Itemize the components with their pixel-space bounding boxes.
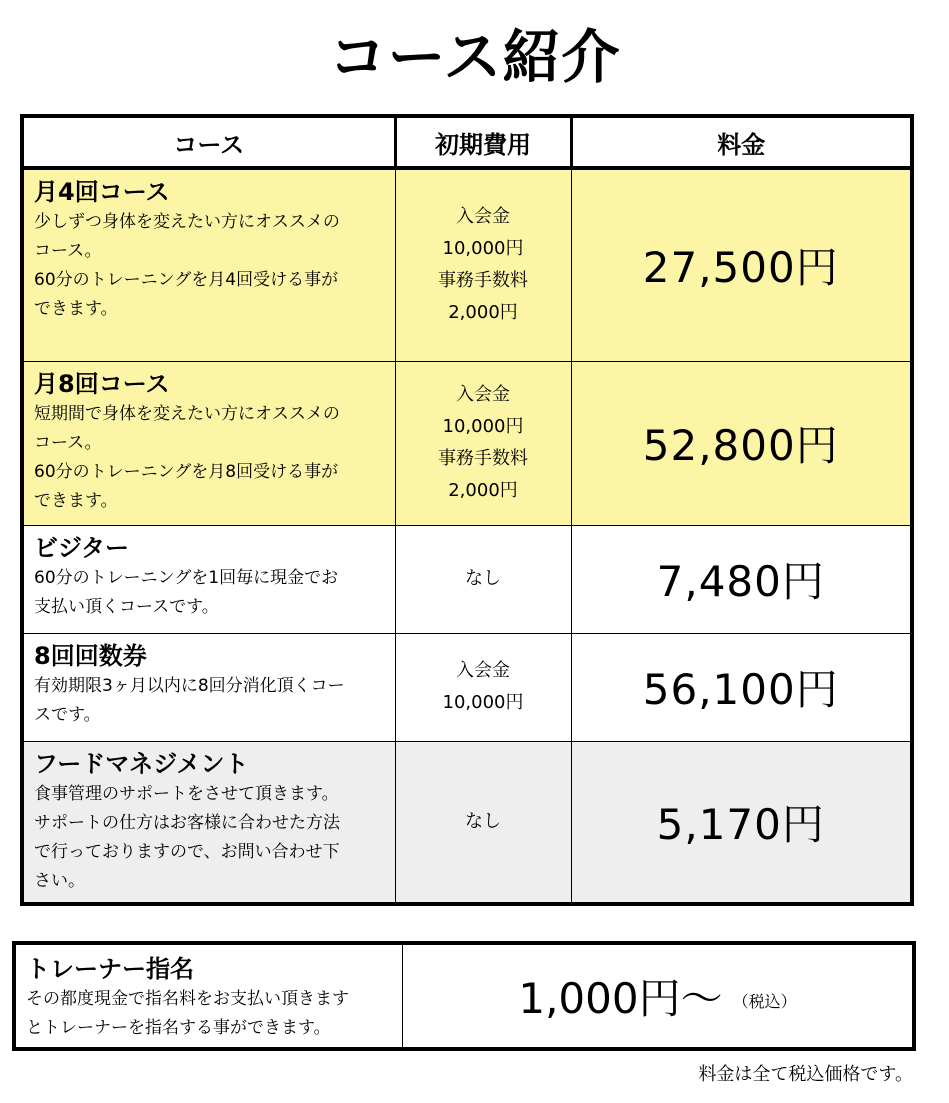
price-cell: 27,500円 [571,168,912,361]
course-description: 食事管理のサポートをさせて頂きます。 サポートの仕方はお客様に合わせた方法 で行っておりますので、お問い合わせ下 さい。 [34,783,340,891]
course-cell [22,168,395,361]
header-initial-fee: 初期費用 [395,116,571,168]
course-cell [22,633,395,741]
course-description: 短期間で身体を変えたい方にオススメの コース。 60分のトレーニングを月8回受ける事が できます。 [34,403,340,511]
course-table [20,114,914,906]
course-description: 60分のトレーニングを1回毎に現金でお 支払い頂くコースです。 [34,567,339,617]
course-name: 月8回コース [34,369,170,398]
trainer-nomination-box [12,941,916,1051]
initial-fee-cell: 入会金 10,000円 事務手数料 2,000円 [395,361,571,525]
course-name: ビジター [34,533,130,562]
trainer-description: その都度現金で指名料をお支払い頂きます とトレーナーを指名する事ができます。 [26,989,349,1038]
trainer-price-area [403,945,912,1047]
header-price: 料金 [571,116,912,168]
price-cell: 5,170円 [571,741,912,904]
table-row [22,525,912,633]
tax-included-label: （税込） [732,991,797,1011]
trainer-info [16,945,403,1047]
price-cell: 52,800円 [571,361,912,525]
initial-fee-cell: なし [395,525,571,633]
page-title: コース紹介 [328,23,621,91]
table-row [22,633,912,741]
course-cell [22,525,395,633]
table-row [22,168,912,361]
course-name: 月4回コース [34,178,170,206]
course-description: 有効期限3ヶ月以内に8回分消化頂くコー スです。 [34,675,345,725]
price-cell: 56,100円 [571,633,912,741]
table-row [22,741,912,904]
trainer-title: トレーナー指名 [26,955,194,983]
table-header-row [22,116,912,168]
course-name: 8回回数券 [34,641,147,670]
initial-fee-cell: なし [395,741,571,904]
initial-fee-cell: 入会金 10,000円 [395,633,571,741]
header-course: コース [22,116,395,168]
initial-fee-cell: 入会金 10,000円 事務手数料 2,000円 [395,168,571,361]
table-row [22,361,912,525]
course-name: フードマネジメント [34,749,249,778]
course-description: 少しずつ身体を変えたい方にオススメの コース。 60分のトレーニングを月4回受ける事が できます。 [34,212,340,319]
price-cell: 7,480円 [571,525,912,633]
trainer-price: 1,000円〜 [518,974,723,1023]
course-cell [22,741,395,904]
course-cell [22,361,395,525]
footnote: 料金は全て税込価格です。 [698,1064,913,1085]
